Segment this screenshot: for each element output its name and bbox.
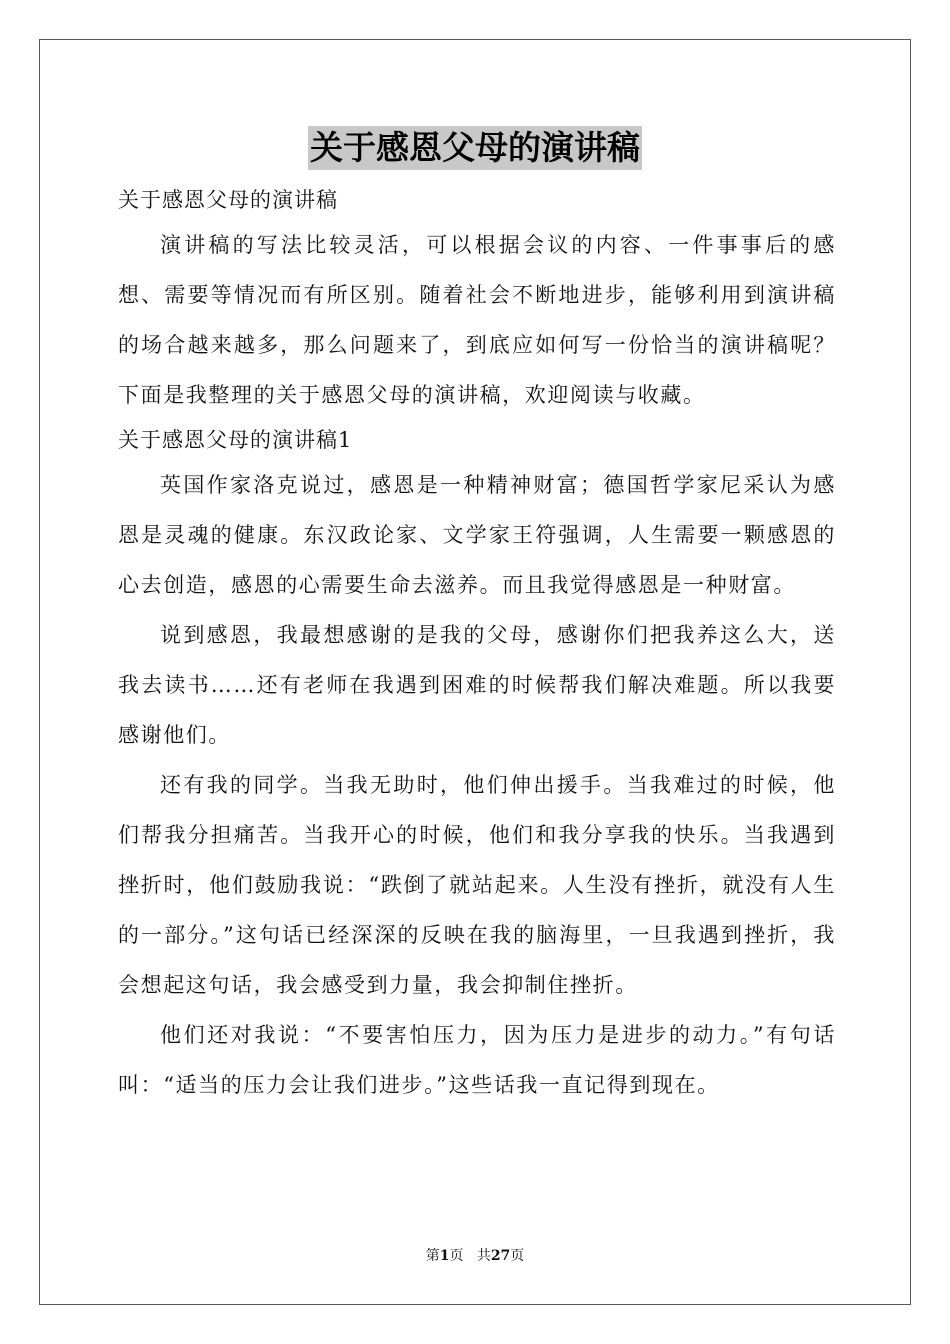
body-paragraph-1: 英国作家洛克说过，感恩是一种精神财富；德国哲学家尼采认为感恩是灵魂的健康。东汉政论家、文学家王符强调，人生需要一颗感恩的心去创造，感恩的心需要生命去滋养。而且我觉得感恩是一种财富。	[118, 473, 836, 597]
page-number: 1	[439, 1248, 450, 1264]
document-subtitle: 关于感恩父母的演讲稿	[118, 188, 338, 212]
total-pages: 27	[490, 1248, 511, 1264]
title-container	[0, 126, 950, 170]
page-prefix: 第	[425, 1248, 440, 1264]
body-paragraph-2: 说到感恩，我最想感谢的是我的父母，感谢你们把我养这么大，送我去读书……还有老师在我遇到困难的时候帮我们解决难题。所以我要感谢他们。	[118, 623, 836, 747]
body-paragraph-4: 他们还对我说：“不要害怕压力，因为压力是进步的动力。”有句话叫：“适当的压力会让我们进步。”这些话我一直记得到现在。	[118, 1023, 836, 1097]
page-footer	[0, 1246, 950, 1266]
body-paragraph-3: 还有我的同学。当我无助时，他们伸出援手。当我难过的时候，他们帮我分担痛苦。当我开心的时候，他们和我分享我的快乐。当我遇到挫折时，他们鼓励我说：“跌倒了就站起来。人生没有挫折，就没有人生的一部分。”这句话已经深深的反映在我的脑海里，一旦我遇到挫折，我会想起这句话，我会感受到力量，我会抑制住挫折。	[118, 773, 836, 997]
document-body	[118, 180, 836, 1110]
document-title: 关于感恩父母的演讲稿	[308, 126, 642, 170]
total-suffix: 页	[510, 1248, 525, 1264]
total-prefix: 共	[476, 1248, 491, 1264]
section-heading: 关于感恩父母的演讲稿1	[118, 428, 353, 452]
page-suffix: 页	[449, 1248, 464, 1264]
intro-paragraph: 演讲稿的写法比较灵活，可以根据会议的内容、一件事事后的感想、需要等情况而有所区别。随着社会不断地进步，能够利用到演讲稿的场合越来越多，那么问题来了，到底应如何写一份恰当的演讲稿呢？下面是我整理的关于感恩父母的演讲稿，欢迎阅读与收藏。	[118, 233, 836, 407]
